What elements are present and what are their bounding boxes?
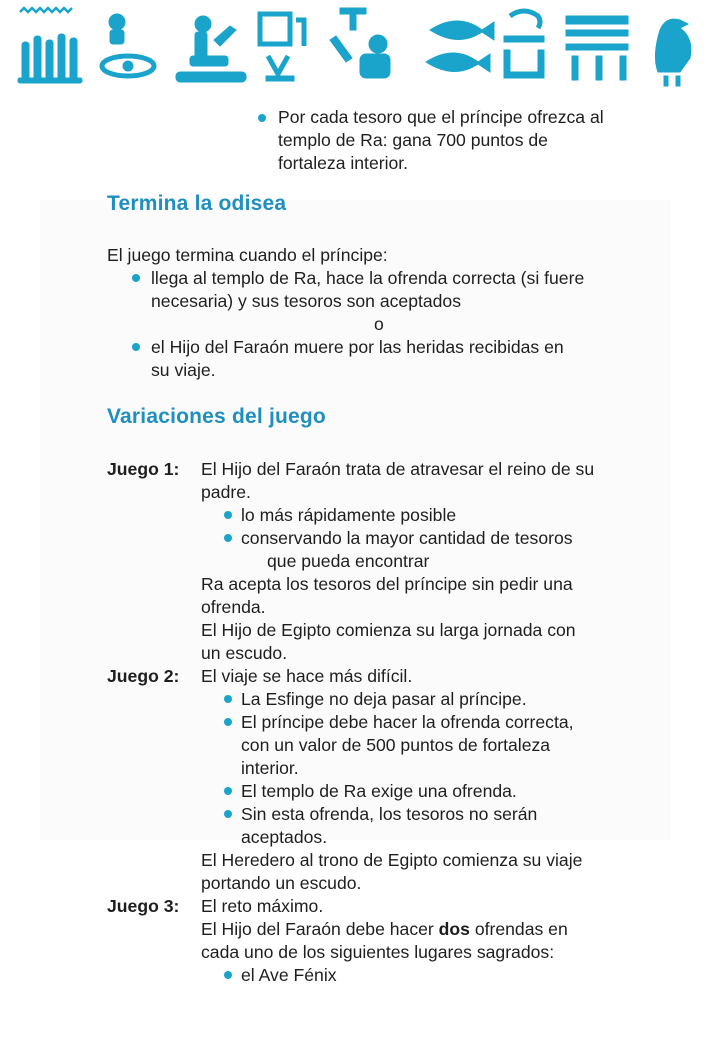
game2-bullet-2c: interior. xyxy=(241,758,299,778)
game2-bullet-4b: aceptados. xyxy=(241,827,328,847)
game1-line-2: padre. xyxy=(201,482,251,502)
altar-icon xyxy=(566,16,628,80)
bullet-dot-icon xyxy=(258,114,266,122)
game2-bullet-2b: con un valor de 500 puntos de fortaleza xyxy=(241,735,551,755)
game1-p3b: un escudo. xyxy=(201,643,288,663)
end-bullet-1-line-1: llega al templo de Ra, hace la ofrenda correcta (si fuere xyxy=(151,268,585,288)
game3-line-3: cada uno de los siguientes lugares sagrados: xyxy=(201,942,555,962)
game2-label: Juego 2: xyxy=(107,666,180,686)
intro-bullet-line-2: templo de Ra: gana 700 puntos de xyxy=(278,130,548,150)
game2-line-1: El viaje se hace más difícil. xyxy=(201,666,413,686)
house-icon xyxy=(260,14,304,81)
game1-label: Juego 1: xyxy=(107,459,180,479)
hieroglyph-strip xyxy=(0,0,714,96)
intro-bullet-line-3: fortaleza interior. xyxy=(278,153,409,173)
kneeling-figure-icon xyxy=(330,8,390,78)
section-title-end: Termina la odisea xyxy=(107,192,287,215)
loop-icon xyxy=(504,11,544,78)
eye-icon xyxy=(102,14,154,76)
game3-line-2-pre: El Hijo del Faraón debe hacer xyxy=(201,919,439,939)
bullet-dot-icon xyxy=(132,343,140,351)
bird-icon xyxy=(655,19,690,86)
game1-p2b: ofrenda. xyxy=(201,597,266,617)
section-title-variations: Variaciones del juego xyxy=(107,405,326,428)
game3-bullet-1: el Ave Fénix xyxy=(241,965,337,985)
bullet-dot-icon xyxy=(132,274,140,282)
game2-bullet-4a: Sin esta ofrenda, los tesoros no serán xyxy=(241,804,538,824)
game3-line-2-bold: dos xyxy=(438,919,470,939)
zigzag-water-icon xyxy=(20,8,72,12)
bullet-dot-icon xyxy=(224,718,232,726)
hieroglyph-header xyxy=(0,0,714,96)
end-bullet-1-line-2: necesaria) y sus tesoros son aceptados xyxy=(151,291,462,311)
game2-bullet-2a: El príncipe debe hacer la ofrenda correcta, xyxy=(241,712,574,732)
game3-line-2-post: ofrendas en xyxy=(469,919,568,939)
game2-p2a: El Heredero al trono de Egipto comienza su viaje xyxy=(201,850,583,870)
bullet-dot-icon xyxy=(224,534,232,542)
end-bullet-2-line-2: su viaje. xyxy=(151,360,216,380)
game3-label: Juego 3: xyxy=(107,896,180,916)
game1-p3a: El Hijo de Egipto comienza su larga jornada con xyxy=(201,620,576,640)
game1-bullet-2b: que pueda encontrar xyxy=(267,551,430,571)
bullet-dot-icon xyxy=(224,971,232,979)
end-bullet-2-line-1: el Hijo del Faraón muere por las heridas recibidas en xyxy=(151,337,564,357)
reed-column-icon xyxy=(18,34,82,83)
bullet-dot-icon xyxy=(224,787,232,795)
seated-figure-icon xyxy=(176,16,246,82)
game3-line-1: El reto máximo. xyxy=(201,896,324,916)
bullet-dot-icon xyxy=(224,695,232,703)
game2-bullet-3: El templo de Ra exige una ofrenda. xyxy=(241,781,517,801)
end-or: o xyxy=(374,314,384,334)
end-intro: El juego termina cuando el príncipe: xyxy=(107,245,388,265)
game1-p2a: Ra acepta los tesoros del príncipe sin pedir una xyxy=(201,574,573,594)
bullet-dot-icon xyxy=(224,511,232,519)
game3-line-2 xyxy=(201,918,568,941)
game2-bullet-1: La Esfinge no deja pasar al príncipe. xyxy=(241,689,527,709)
game1-line-1: El Hijo del Faraón trata de atravesar el reino de su xyxy=(201,459,595,479)
fish-icon xyxy=(426,21,494,72)
intro-bullet-line-1: Por cada tesoro que el príncipe ofrezca al xyxy=(278,107,604,127)
game2-p2b: portando un escudo. xyxy=(201,873,362,893)
game1-bullet-2a: conservando la mayor cantidad de tesoros xyxy=(241,528,573,548)
game1-bullet-1: lo más rápidamente posible xyxy=(241,505,457,525)
bullet-dot-icon xyxy=(224,810,232,818)
